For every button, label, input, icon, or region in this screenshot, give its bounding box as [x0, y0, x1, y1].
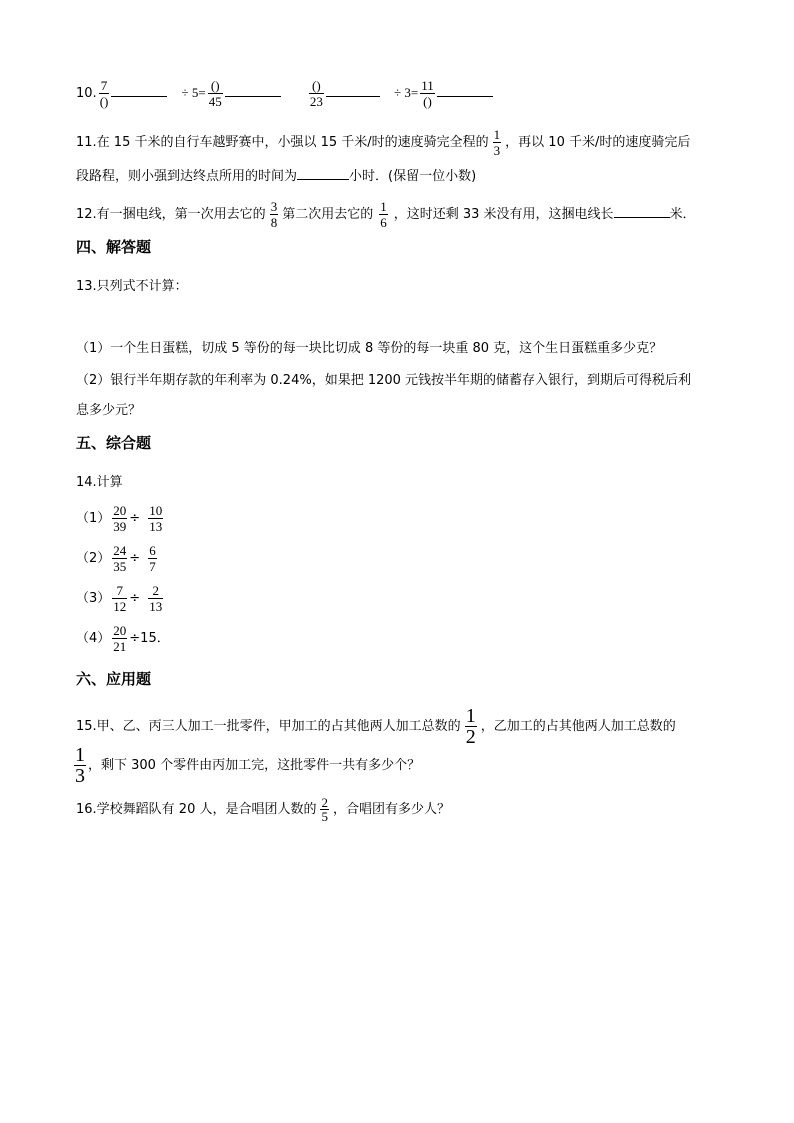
section-heading-5: 五、综合题	[76, 434, 152, 452]
q12-fraction-2: $\frac{1}{6}$	[380, 199, 387, 230]
q12-blank[interactable]	[614, 203, 670, 218]
q10-fraction-4: $\frac{11}{()}$	[421, 78, 434, 109]
q15-fraction-2: $\frac{1}{3}$	[75, 744, 85, 787]
q14-4-fraction-a: $\frac{20}{21}$	[113, 623, 127, 654]
q15-fraction-1: $\frac{1}{2}$	[465, 705, 476, 748]
question-11-line-2: 段路程，则小强到达终点所用的时间为 小时．(保留一位小数)	[76, 165, 476, 187]
question-16: 16.学校舞蹈队有 20 人，是合唱团人数的 $\frac{2}{5}$ ，合唱团有多少人？	[76, 795, 450, 824]
q14-1-fraction-b: $\frac{10}{13}$	[149, 503, 163, 534]
question-13-part-2-line-2: 息多少元？	[76, 403, 142, 418]
question-13-part-2-line-1: （2）银行半年期存款的年利率为 0.24%，如果把 1200 元钱按半年期的储蓄存入银行，到期后可得税后利	[76, 373, 692, 388]
q10-fraction-2: $\frac{()}{45}$	[208, 78, 222, 109]
q10-label: 10.	[76, 86, 97, 101]
q14-3-fraction-b: $\frac{2}{13}$	[149, 583, 163, 614]
question-15-line-1: 15.甲、乙、丙三人加工一批零件，甲加工的占其他两人加工总数的 $\frac{1}{2}$ ，乙加工的占其他两人加工总数的	[76, 705, 676, 748]
question-14-item-2: （2） $\frac{24}{35}$ ÷ $\frac{6}{7}$	[76, 543, 156, 574]
section-heading-4: 四、解答题	[76, 238, 152, 256]
question-14-item-3: （3） $\frac{7}{12}$ ÷ $\frac{2}{13}$	[76, 583, 163, 614]
q14-2-fraction-a: $\frac{24}{35}$	[113, 543, 127, 574]
q12-fraction-1: $\frac{3}{8}$	[270, 199, 278, 230]
q10-fraction-1: $\frac{7}{()}$	[99, 78, 109, 109]
q11-blank[interactable]	[297, 165, 349, 180]
q14-1-fraction-a: $\frac{20}{39}$	[113, 503, 127, 534]
question-10	[76, 78, 493, 109]
q10-operator-1: ÷ 5=	[181, 85, 206, 100]
q11-fraction: $\frac{1}{3}$	[493, 127, 501, 158]
q10-operator-2: ÷ 3=	[394, 85, 419, 100]
q10-fraction-3: $\frac{()}{23}$	[309, 78, 323, 109]
section-heading-6: 六、应用题	[76, 670, 152, 688]
question-14-item-4: （4） $\frac{20}{21}$ ÷15．	[76, 623, 170, 654]
q10-blank-2[interactable]	[225, 82, 281, 97]
question-13-part-1: （1）一个生日蛋糕，切成 5 等份的每一块比切成 8 等份的每一块重 80 克，这个生日蛋糕重多少克？	[76, 341, 663, 356]
q10-blank-3[interactable]	[326, 82, 380, 97]
q14-2-fraction-b: $\frac{6}{7}$	[149, 543, 156, 574]
question-11-line-1: 11.在 15 千米的自行车越野赛中，小强以 15 千米/时的速度骑完全程的 $\frac{1}{3}$ ，再以 10 千米/时的速度骑完后	[76, 127, 691, 158]
q16-fraction: $\frac{2}{5}$	[321, 795, 328, 824]
q14-3-fraction-a: $\frac{7}{12}$	[113, 583, 127, 614]
question-14-item-1: （1） $\frac{20}{39}$ ÷ $\frac{10}{13}$	[76, 503, 163, 534]
question-14-title: 14.计算	[76, 475, 123, 490]
q10-blank-1[interactable]	[111, 82, 167, 97]
question-15-line-2: $\frac{1}{3}$ ，剩下 300 个零件由丙加工完，这批零件一共有多少个？	[75, 744, 421, 787]
q10-blank-4[interactable]	[437, 82, 493, 97]
question-13-title: 13.只列式不计算：	[76, 279, 188, 294]
question-12: 12.有一捆电线，第一次用去它的 $\frac{3}{8}$ 第二次用去它的 $\frac{1}{6}$ ，这时还剩 33 米没有用，这捆电线长 米．	[76, 199, 696, 230]
